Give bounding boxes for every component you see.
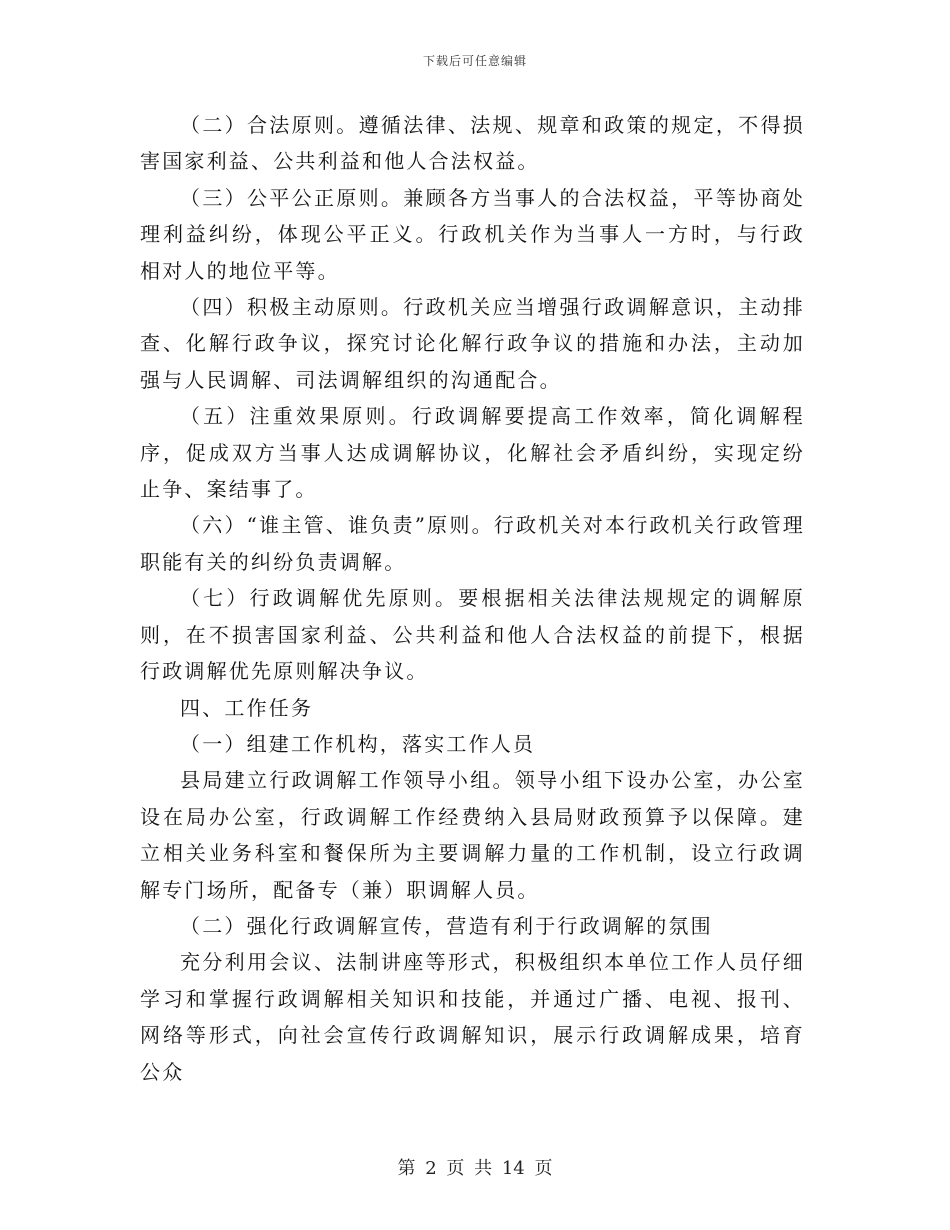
paragraph: 充分利用会议、法制讲座等形式，积极组织本单位工作人员仔细学习和掌握行政调解相关知识和技能，并通过广播、电视、报刊、网络等形式，向社会宣传行政调解知识，展示行政调解成果，培育公众	[140, 950, 805, 1084]
paragraph: （四）积极主动原则。行政机关应当增强行政调解意识，主动排查、化解行政争议，探究讨论化解行政争议的措施和办法，主动加强与人民调解、司法调解组织的沟通配合。	[140, 295, 805, 392]
page-header-note: 下载后可任意编辑	[422, 54, 527, 68]
paragraph: （五）注重效果原则。行政调解要提高工作效率，简化调解程序，促成双方当事人达成调解协议，化解社会矛盾纠纷，实现定纷止争、案结事了。	[140, 404, 805, 502]
page-number-footer: 第 2 页 共 14 页	[397, 1158, 553, 1179]
section-heading: 四、工作任务	[180, 695, 314, 720]
paragraph: （三）公平公正原则。兼顾各方当事人的合法权益，平等协商处理利益纠纷，体现公平正义。行政机关作为当事人一方时，与行政相对人的地位平等。	[140, 185, 805, 283]
subsection-heading: （一）组建工作机构，落实工作人员	[180, 731, 536, 756]
paragraph: 县局建立行政调解工作领导小组。领导小组下设办公室，办公室设在局办公室，行政调解工作经费纳入县局财政预算予以保障。建立相关业务科室和餐保所为主要调解力量的工作机制，设立行政调解专门场所，配备专（兼）职调解人员。	[140, 768, 805, 902]
document-body	[140, 107, 805, 1090]
paragraph: （七）行政调解优先原则。要根据相关法律法规规定的调解原则，在不损害国家利益、公共利益和他人合法权益的前提下，根据行政调解优先原则解决争议。	[140, 586, 805, 684]
paragraph: （二）合法原则。遵循法律、法规、规章和政策的规定，不得损害国家利益、公共利益和他人合法权益。	[140, 113, 805, 174]
subsection-heading: （二）强化行政调解宣传，营造有利于行政调解的氛围	[180, 913, 713, 938]
paragraph: （六）“谁主管、谁负责”原则。行政机关对本行政机关行政管理职能有关的纠纷负责调解。	[140, 513, 805, 574]
